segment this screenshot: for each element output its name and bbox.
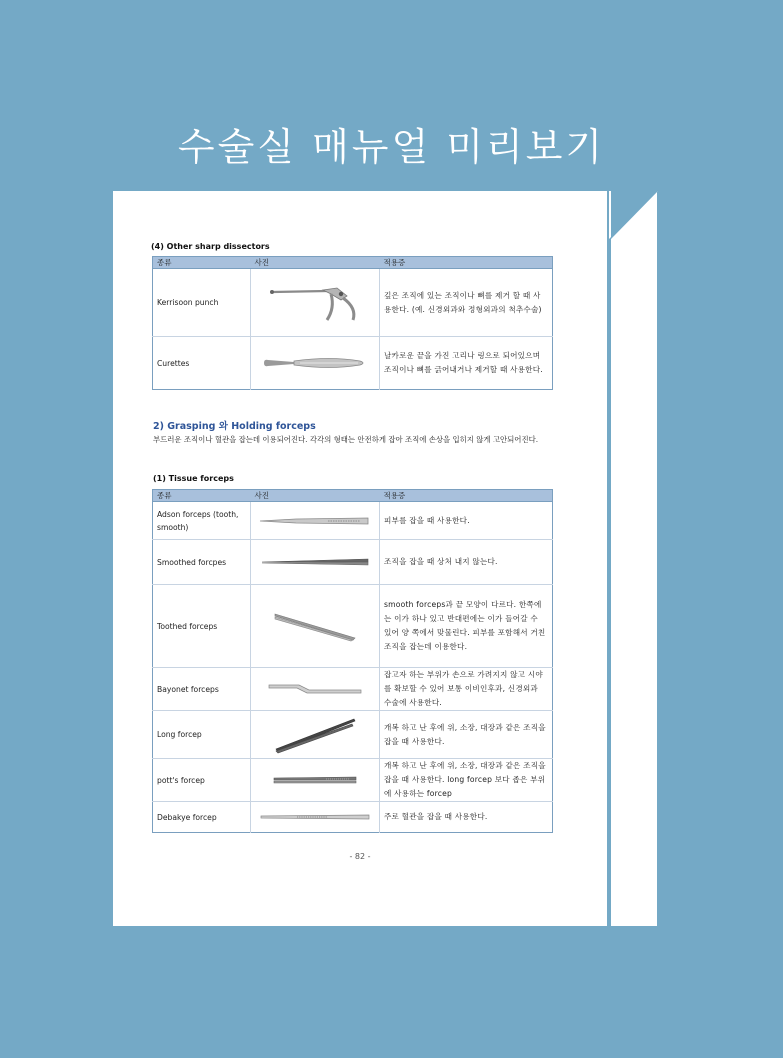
tool-photo <box>251 668 380 711</box>
tool-name: Long forcep <box>153 711 251 759</box>
column-header-indication: 적용증 <box>380 257 553 269</box>
table-row <box>153 759 553 802</box>
tool-indication: 날카로운 끝을 가진 고리나 링으로 되어있으며 조직이나 뼈를 긁어내거나 제거할 때 사용한다. <box>380 337 553 390</box>
tool-name: Kerrisoon punch <box>153 269 251 337</box>
banner-title: 수술실 매뉴얼 미리보기 <box>177 125 606 169</box>
section-heading-tissue-forceps: (1) Tissue forceps <box>153 474 234 483</box>
section-heading-sharp-dissectors: (4) Other sharp dissectors <box>151 242 270 251</box>
page-number: - 82 - <box>349 852 371 861</box>
grasping-description: 부드러운 조직이나 혈관을 잡는데 이용되어진다. 각각의 형태는 안전하게 잡아 조직에 손상을 입히지 않게 고안되어진다. <box>153 435 539 444</box>
debakey-forcep-icon <box>257 810 373 824</box>
tool-photo <box>251 585 380 668</box>
tool-indication: 주로 혈관을 잡을 때 사용한다. <box>380 802 553 833</box>
table-row <box>153 711 553 759</box>
tool-indication: 피부를 잡을 때 사용한다. <box>380 502 553 540</box>
manual-page <box>113 191 607 926</box>
potts-forcep-icon <box>270 773 360 787</box>
page-stack-edge <box>611 191 657 926</box>
tool-indication: 깊은 조직에 있는 조직이나 뼈를 제거 할 때 사용한다. (예. 신경외과와 정형외과의 척추수술) <box>380 269 553 337</box>
tool-name: Adson forceps (tooth, smooth) <box>153 502 251 540</box>
bayonet-forceps-icon <box>265 680 365 698</box>
tool-photo <box>251 540 380 585</box>
tool-photo <box>251 711 380 759</box>
table-row <box>153 502 553 540</box>
kerrison-punch-icon <box>265 278 365 328</box>
tool-name: Smoothed forcpes <box>153 540 251 585</box>
tool-indication: 조직을 잡을 때 상처 내지 않는다. <box>380 540 553 585</box>
tool-name: Curettes <box>153 337 251 390</box>
tool-indication: 잡고자 하는 부위가 손으로 가려지지 않고 시야를 확보할 수 있어 보통 이비인후과, 신경외과 수술에 사용한다. <box>380 668 553 711</box>
column-header-indication: 적용증 <box>380 490 553 502</box>
long-forcep-icon <box>270 715 360 755</box>
column-header-photo: 사진 <box>251 490 380 502</box>
tool-name: Bayonet forceps <box>153 668 251 711</box>
toothed-forceps-icon <box>265 608 365 644</box>
smooth-forceps-icon <box>256 554 374 570</box>
column-header-photo: 사진 <box>251 257 380 269</box>
table-header-row <box>153 257 553 269</box>
page-corner-cut <box>611 191 658 239</box>
tool-photo <box>251 269 380 337</box>
tool-name: Toothed forceps <box>153 585 251 668</box>
tool-name: pott's forcep <box>153 759 251 802</box>
tool-photo <box>251 502 380 540</box>
tool-photo <box>251 759 380 802</box>
section-heading-grasping: 2) Grasping 와 Holding forceps <box>153 421 316 432</box>
table-row <box>153 540 553 585</box>
tool-name: Debakye forcep <box>153 802 251 833</box>
tool-indication: 개복 하고 난 후에 위, 소장, 대장과 같은 조직을 잡을 때 사용한다. <box>380 711 553 759</box>
tissue-forceps-table <box>152 489 553 833</box>
adson-forceps-icon <box>256 513 374 529</box>
table-row <box>153 585 553 668</box>
column-header-type: 종류 <box>153 490 251 502</box>
sharp-dissectors-table <box>152 256 553 390</box>
table-row <box>153 269 553 337</box>
table-row <box>153 337 553 390</box>
table-header-row <box>153 490 553 502</box>
tool-photo <box>251 802 380 833</box>
table-row <box>153 802 553 833</box>
tool-photo <box>251 337 380 390</box>
table-row <box>153 668 553 711</box>
column-header-type: 종류 <box>153 257 251 269</box>
tool-indication: 개복 하고 난 후에 위, 소장, 대장과 같은 조직을 잡을 때 사용한다. long forcep 보다 좁은 부위에 사용하는 forcep <box>380 759 553 802</box>
tool-indication: smooth forceps과 끝 모양이 다르다. 한쪽에는 이가 하나 있고 반대편에는 이가 들어갈 수 있어 양 쪽에서 맞물린다. 피부를 포함해서 거친 조직을 잡는데 이용한다. <box>380 585 553 668</box>
curette-icon <box>260 353 370 373</box>
